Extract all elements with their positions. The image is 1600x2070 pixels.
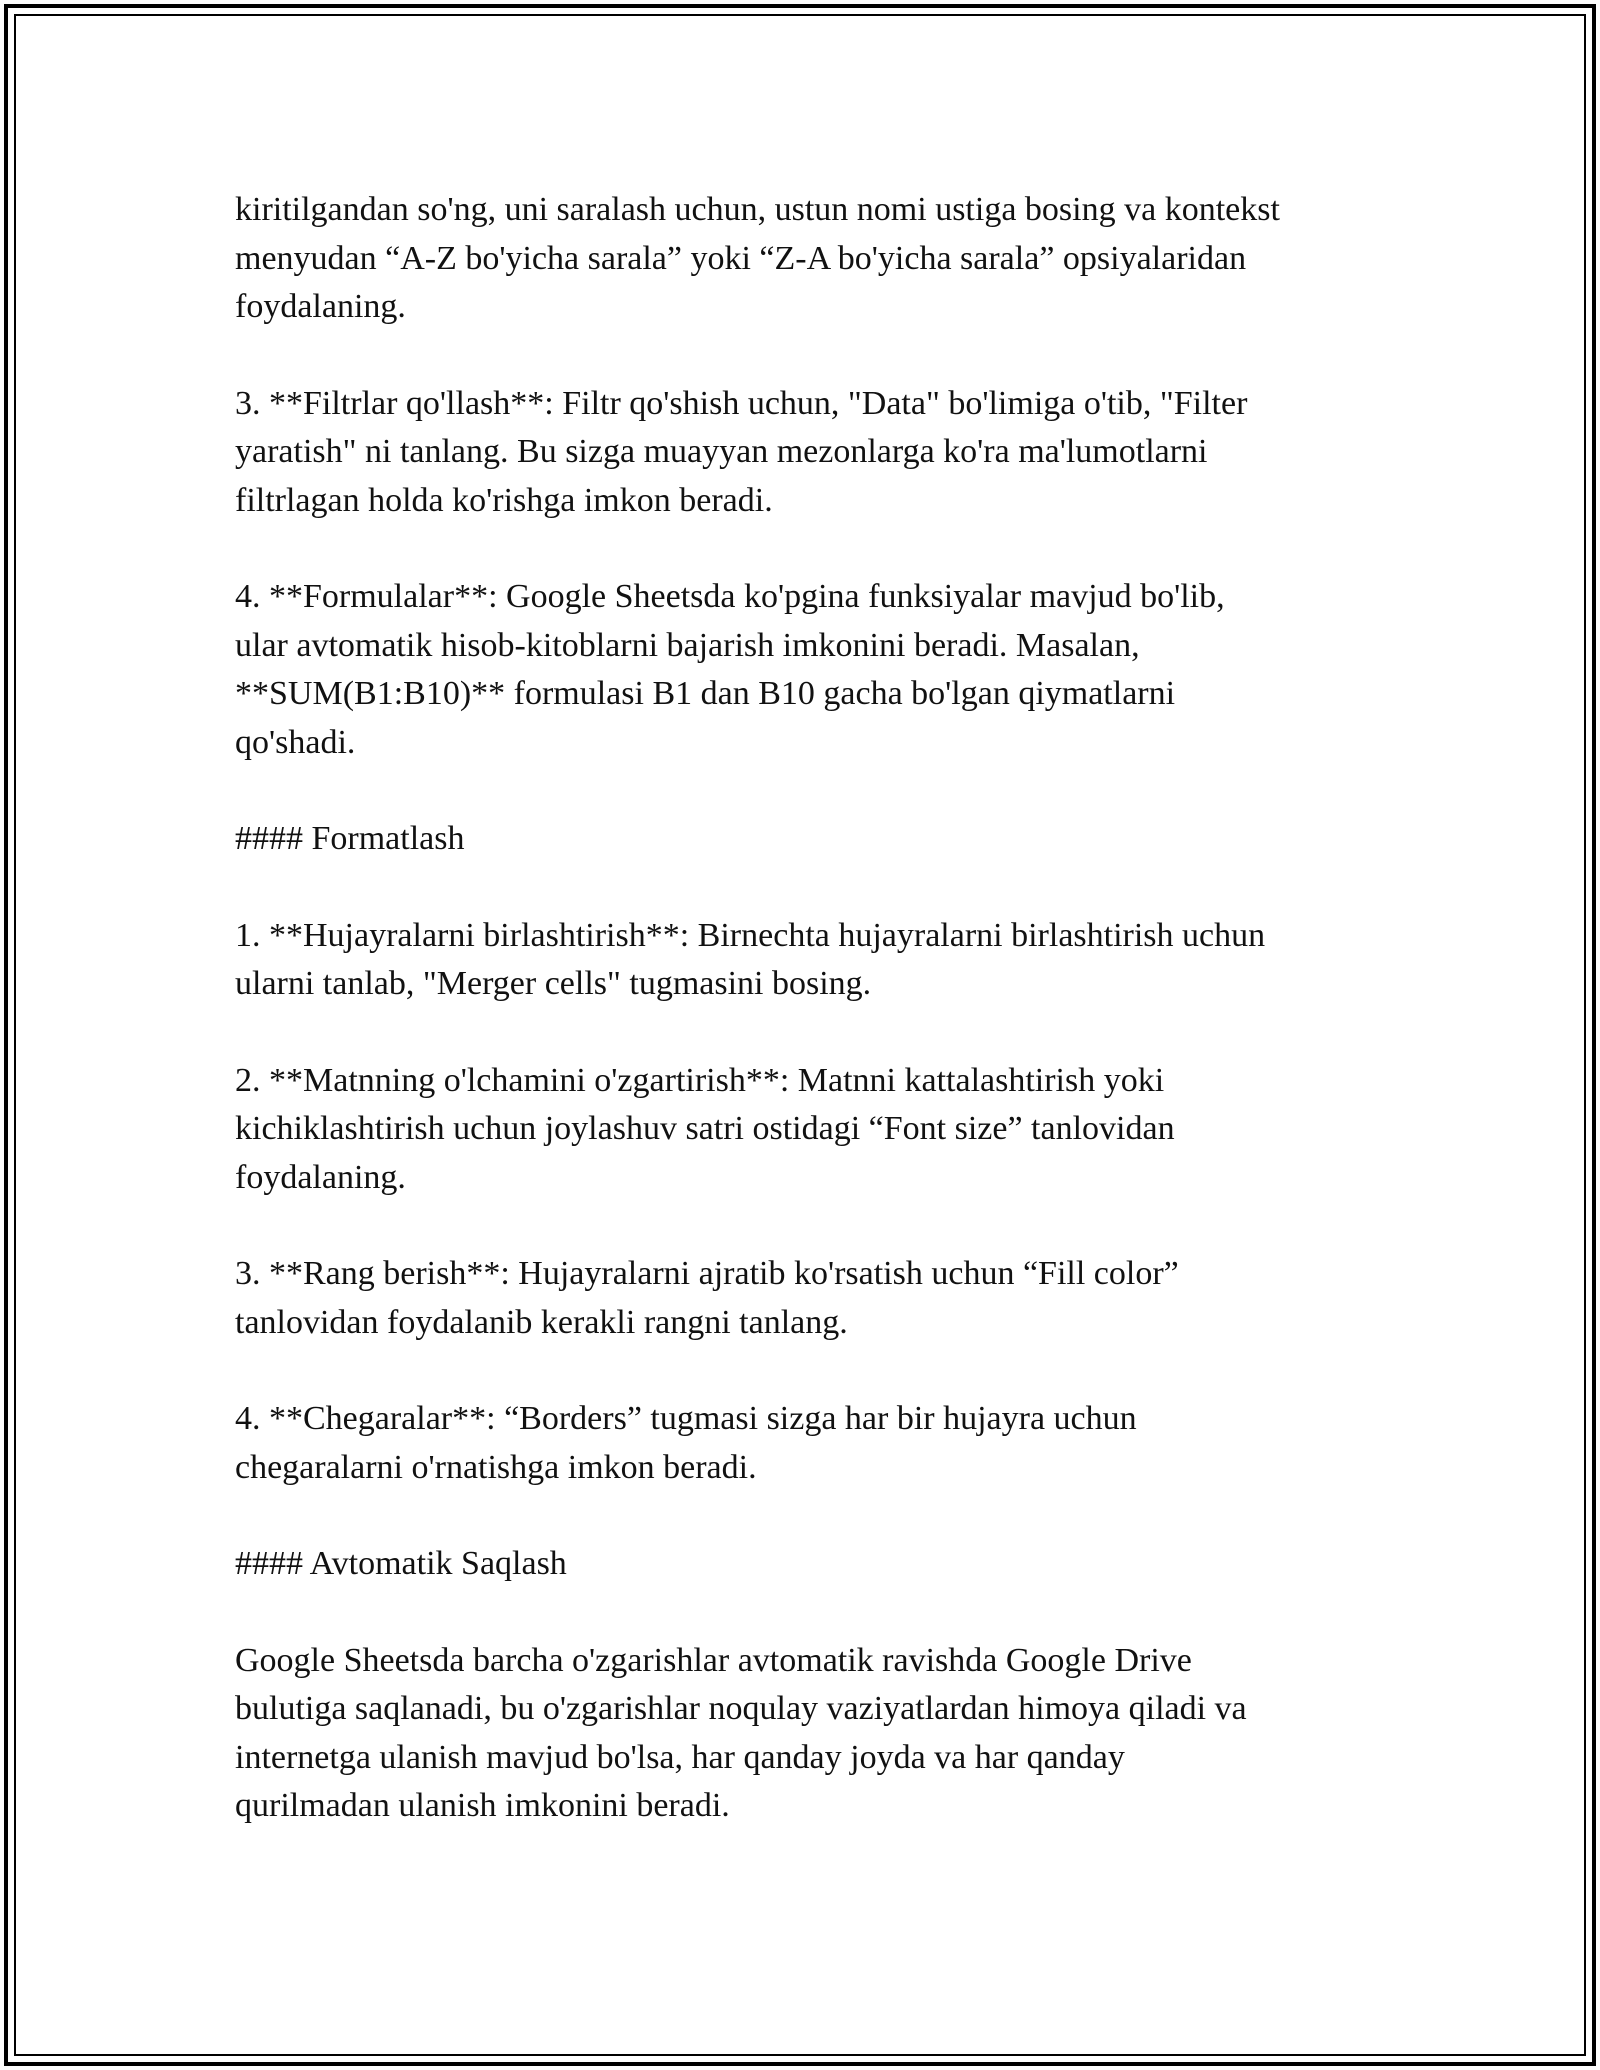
text-line: tanlovidan foydalanib kerakli rangni tanlang. (235, 1303, 848, 1341)
text-line: qurilmadan ulanish imkonini beradi. (235, 1787, 730, 1824)
paragraph-sorting-continuation (235, 186, 1385, 332)
paragraph-borders (235, 1395, 1385, 1492)
text-line: 4. **Formulalar**: Google Sheetsda ko'pgina funksiyalar mavjud bo'lib, (235, 578, 1225, 615)
paragraph-filters (235, 380, 1385, 526)
text-line: **SUM(B1:B10)** formulasi B1 dan B10 gacha bo'lgan qiymatlarni (235, 675, 1176, 712)
text-line: 4. **Chegaralar**: “Borders” tugmasi sizga har bir hujayra uchun (235, 1400, 1137, 1437)
text-line: 2. **Matnning o'lchamini o'zgartirish**: Matnni kattalashtirish yoki (235, 1061, 1165, 1099)
paragraph-fill-color (235, 1250, 1385, 1347)
text-line: foydalaning. (235, 1158, 406, 1196)
text-line: internetga ulanish mavjud bo'lsa, har qanday joyda va har qanday (235, 1738, 1125, 1776)
text-line: kichiklashtirish uchun joylashuv satri ostidagi “Font size” tanlovidan (235, 1110, 1175, 1147)
text-line: Google Sheetsda barcha o'zgarishlar avtomatik ravishda Google Drive (235, 1641, 1192, 1679)
text-line: 3. **Filtrlar qo'llash**: Filtr qo'shish uchun, "Data" bo'limiga o'tib, "Filter (235, 384, 1248, 422)
text-line: foydalaning. (235, 288, 406, 325)
paragraph-autosave (235, 1637, 1385, 1831)
text-line: 3. **Rang berish**: Hujayralarni ajratib ko'rsatish uchun “Fill color” (235, 1255, 1179, 1292)
paragraph-font-size (235, 1057, 1385, 1203)
text-line: qo'shadi. (235, 723, 356, 761)
text-line: bulutiga saqlanadi, bu o'zgarishlar noqulay vaziyatlardan himoya qiladi va (235, 1690, 1247, 1727)
heading-formatlash: #### Formatlash (235, 820, 465, 857)
text-line: 1. **Hujayralarni birlashtirish**: Birnechta hujayralarni birlashtirish uchun (235, 916, 1266, 954)
text-line: menyudan “A-Z bo'yicha sarala” yoki “Z-A bo'yicha sarala” opsiyalaridan (235, 239, 1247, 277)
paragraph-merge-cells (235, 912, 1385, 1009)
text-line: filtrlagan holda ko'rishga imkon beradi. (235, 481, 773, 519)
text-line: chegaralarni o'rnatishga imkon beradi. (235, 1448, 757, 1486)
heading-avtomatik-saqlash: #### Avtomatik Saqlash (235, 1545, 567, 1582)
paragraph-formulas (235, 573, 1385, 767)
text-line: kiritilgandan so'ng, uni saralash uchun, ustun nomi ustiga bosing va kontekst (235, 191, 1280, 228)
document-body (235, 186, 1385, 1879)
text-line: ularni tanlab, "Merger cells" tugmasini bosing. (235, 965, 872, 1002)
text-line: yaratish" ni tanlang. Bu sizga muayyan mezonlarga ko'ra ma'lumotlarni (235, 433, 1208, 470)
text-line: ular avtomatik hisob-kitoblarni bajarish imkonini beradi. Masalan, (235, 626, 1140, 664)
